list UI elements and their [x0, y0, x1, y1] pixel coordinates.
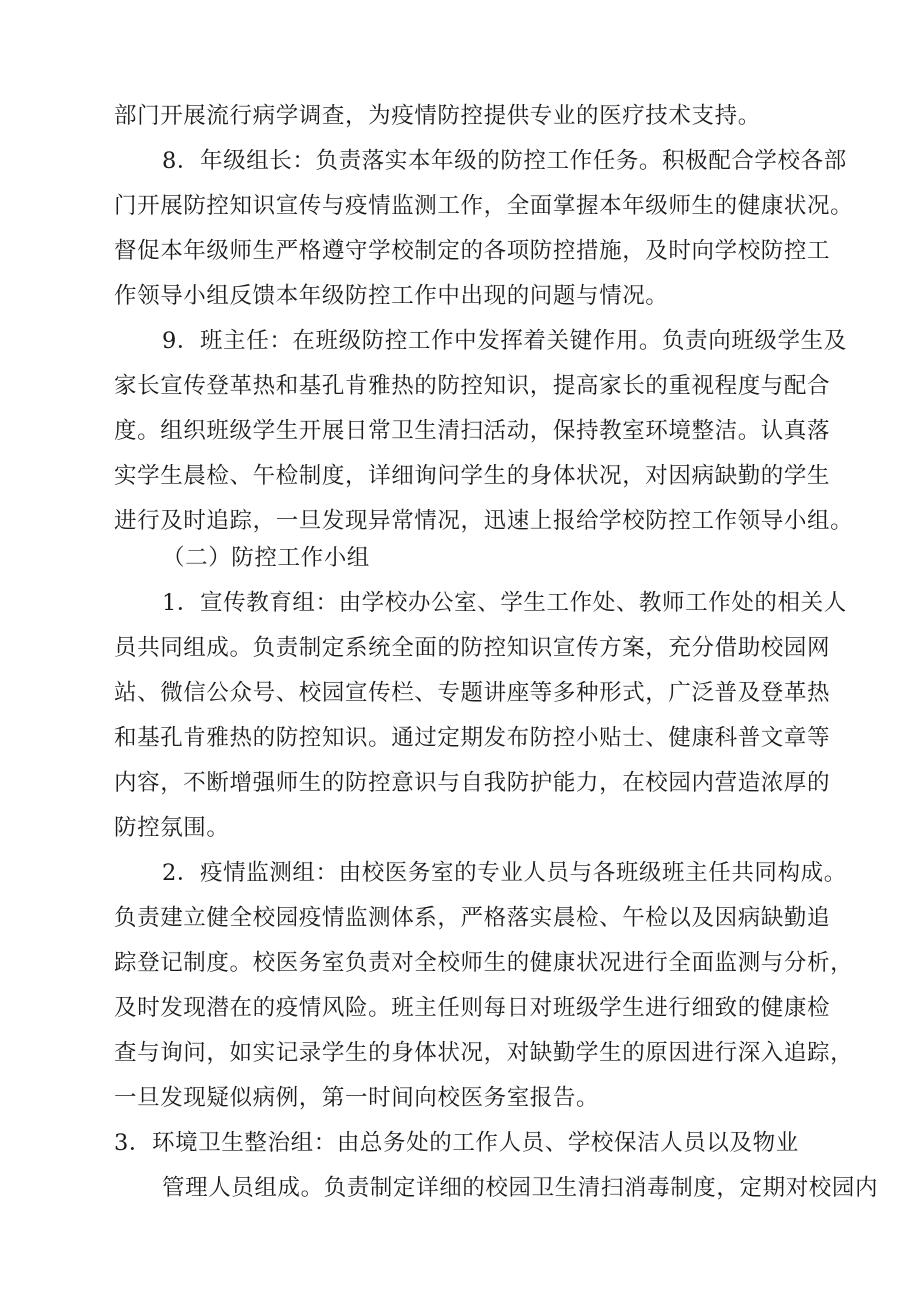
text-line: 3．环境卫生整治组：由总务处的工作人员、学校保洁人员以及物业 [114, 1130, 799, 1156]
text-line: 2．疫情监测组：由校医务室的专业人员与各班级班主任共同构成。 [162, 860, 847, 886]
text-line: 实学生晨检、午检制度，详细询问学生的身体状况，对因病缺勤的学生 [114, 463, 831, 489]
text-line: 1．宣传教育组：由学校办公室、学生工作处、教师工作处的相关人 [162, 590, 847, 616]
text-line: 踪登记制度。校医务室负责对全校师生的健康状况进行全面监测与分析， [114, 950, 854, 976]
text-line: 一旦发现疑似病例，第一时间向校医务室报告。 [114, 1085, 600, 1111]
text-line: 督促本年级师生严格遵守学校制定的各项防控措施，及时向学校防控工 [114, 238, 831, 264]
section-heading: （二）防控工作小组 [162, 545, 370, 571]
text-line: 管理人员组成。负责制定详细的校园卫生清扫消毒制度，定期对校园内 [162, 1175, 879, 1201]
text-line: 度。组织班级学生开展日常卫生清扫活动，保持教室环境整洁。认真落 [114, 418, 831, 444]
text-line: 和基孔肯雅热的防控知识。通过定期发布防控小贴士、健康科普文章等 [114, 725, 831, 751]
text-line: 8．年级组长：负责落实本年级的防控工作任务。积极配合学校各部 [162, 148, 847, 174]
text-line: 负责建立健全校园疫情监测体系，严格落实晨检、午检以及因病缺勤追 [114, 905, 831, 931]
text-line: 查与询问，如实记录学生的身体状况，对缺勤学生的原因进行深入追踪， [114, 1040, 854, 1066]
text-line: 内容，不断增强师生的防控意识与自我防护能力，在校园内营造浓厚的 [114, 770, 831, 796]
text-line: 家长宣传登革热和基孔肯雅热的防控知识，提高家长的重视程度与配合 [114, 373, 831, 399]
text-line: 9．班主任：在班级防控工作中发挥着关键作用。负责向班级学生及 [162, 328, 847, 354]
text-line: 防控氛围。 [114, 815, 230, 841]
text-line: 作领导小组反馈本年级防控工作中出现的问题与情况。 [114, 283, 669, 309]
text-line: 及时发现潜在的疫情风险。班主任则每日对班级学生进行细致的健康检 [114, 995, 831, 1021]
text-line: 进行及时追踪，一旦发现异常情况，迅速上报给学校防控工作领导小组。 [114, 508, 854, 534]
text-line: 门开展防控知识宣传与疫情监测工作，全面掌握本年级师生的健康状况。 [114, 193, 854, 219]
text-line: 员共同组成。负责制定系统全面的防控知识宣传方案，充分借助校园网 [114, 635, 831, 661]
text-line: 部门开展流行病学调查，为疫情防控提供专业的医疗技术支持。 [114, 103, 761, 129]
text-line: 站、微信公众号、校园宣传栏、专题讲座等多种形式，广泛普及登革热 [114, 680, 831, 706]
